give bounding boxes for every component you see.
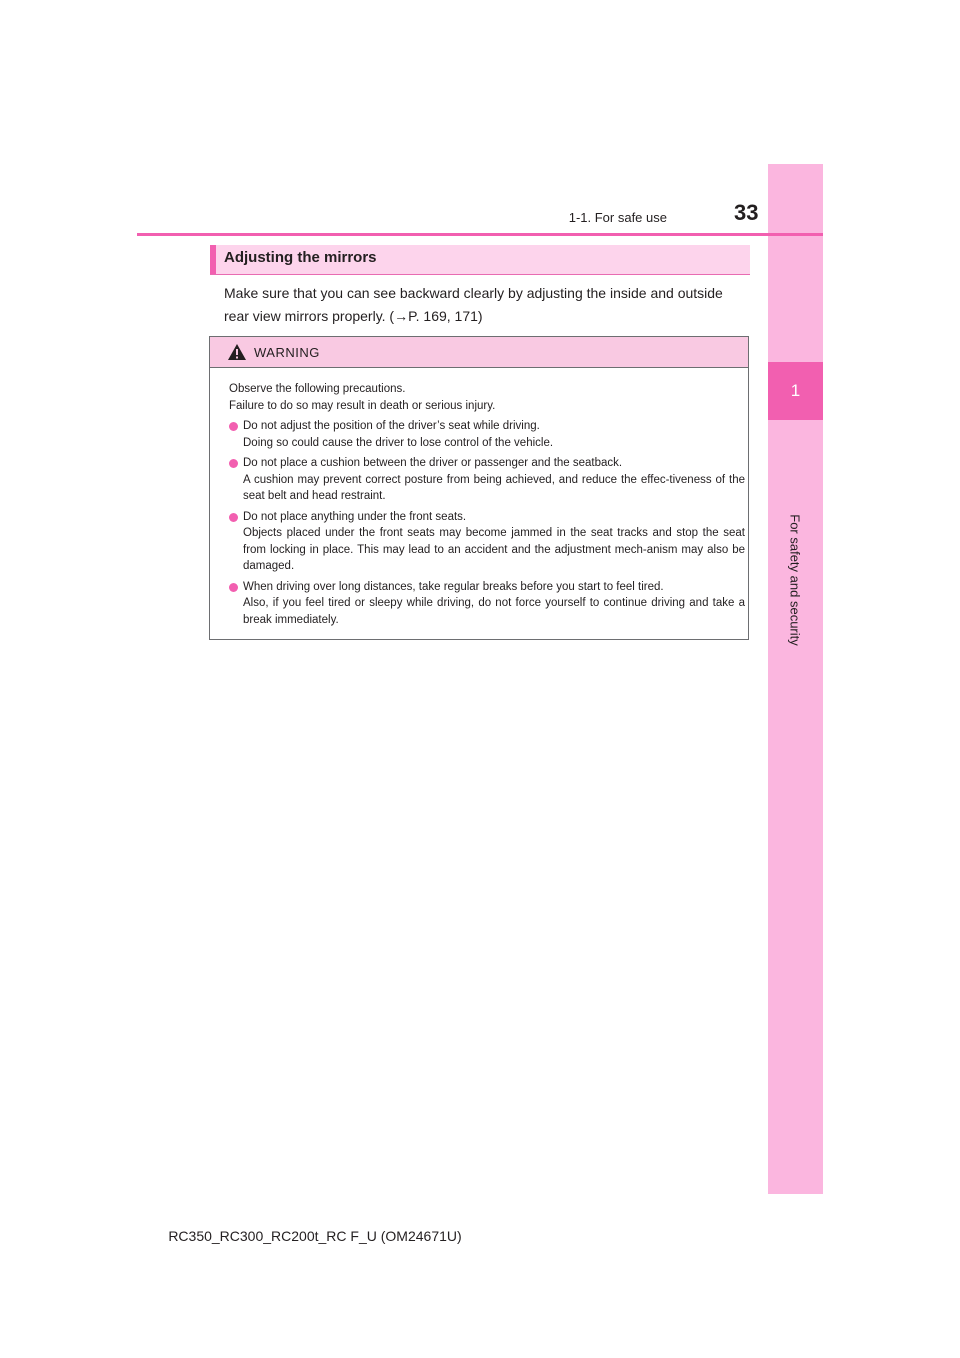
header-rule (137, 233, 823, 236)
side-chapter-tab (768, 164, 823, 1194)
warning-label: WARNING (254, 345, 320, 360)
bullet-detail: Also, if you feel tired or sleepy while driving, do not force yourself to continue driving and take a break immediately. (243, 597, 745, 626)
bullet-title: When driving over long distances, take regular breaks before you start to feel tired. (243, 580, 664, 593)
bullet-dot-icon (229, 583, 238, 592)
bullet-title: Do not place anything under the front seats. (243, 510, 467, 523)
heading-accent-bar (210, 245, 216, 274)
warning-box (209, 336, 749, 640)
bullet-detail: A cushion may prevent correct posture from being achieved, and reduce the effec-tiveness of the seat belt and head restraint. (243, 473, 745, 502)
bullet-detail: Objects placed under the front seats may become jammed in the seat tracks and stop the seat from locking in place. This may lead to an accident and the adjustment mech-anism may also be damaged. (243, 527, 745, 572)
section-heading (210, 245, 750, 275)
warning-header (210, 337, 748, 368)
chapter-number: 1 (790, 381, 801, 400)
warning-intro-line-2: Failure to do so may result in death or serious injury. (229, 399, 496, 412)
bullet-dot-icon (229, 422, 238, 431)
warning-bullet (229, 455, 745, 505)
bullet-detail: Doing so could cause the driver to lose control of the vehicle. (243, 436, 554, 449)
warning-bullet (229, 418, 745, 451)
bullet-title: Do not place a cushion between the driver or passenger and the seatback. (243, 457, 623, 469)
intro-line-1: Make sure that you can see backward clearly by adjusting the inside and outside (224, 285, 723, 301)
bullet-dot-icon (229, 459, 238, 468)
warning-intro (229, 381, 745, 414)
warning-bullet (229, 579, 745, 629)
footer-model-code: RC350_RC300_RC200t_RC F_U (OM24671U) (168, 1228, 462, 1244)
section-intro (224, 282, 750, 328)
running-header-section: 1-1. For safe use (568, 210, 667, 225)
intro-line-2: rear view mirrors properly. (→P. 169, 171) (224, 308, 483, 324)
bullet-title: Do not adjust the position of the driver’s seat while driving. (243, 420, 540, 432)
warning-bullet (229, 509, 745, 575)
page-number: 33 (734, 200, 759, 225)
bullet-dot-icon (229, 513, 238, 522)
chapter-number-box (768, 362, 823, 420)
chapter-title: For safety and security (787, 514, 803, 646)
warning-intro-line-1: Observe the following precautions. (229, 383, 406, 395)
warning-triangle-icon (227, 343, 247, 361)
warning-body (229, 381, 745, 632)
section-heading-text: Adjusting the mirrors (224, 249, 377, 266)
